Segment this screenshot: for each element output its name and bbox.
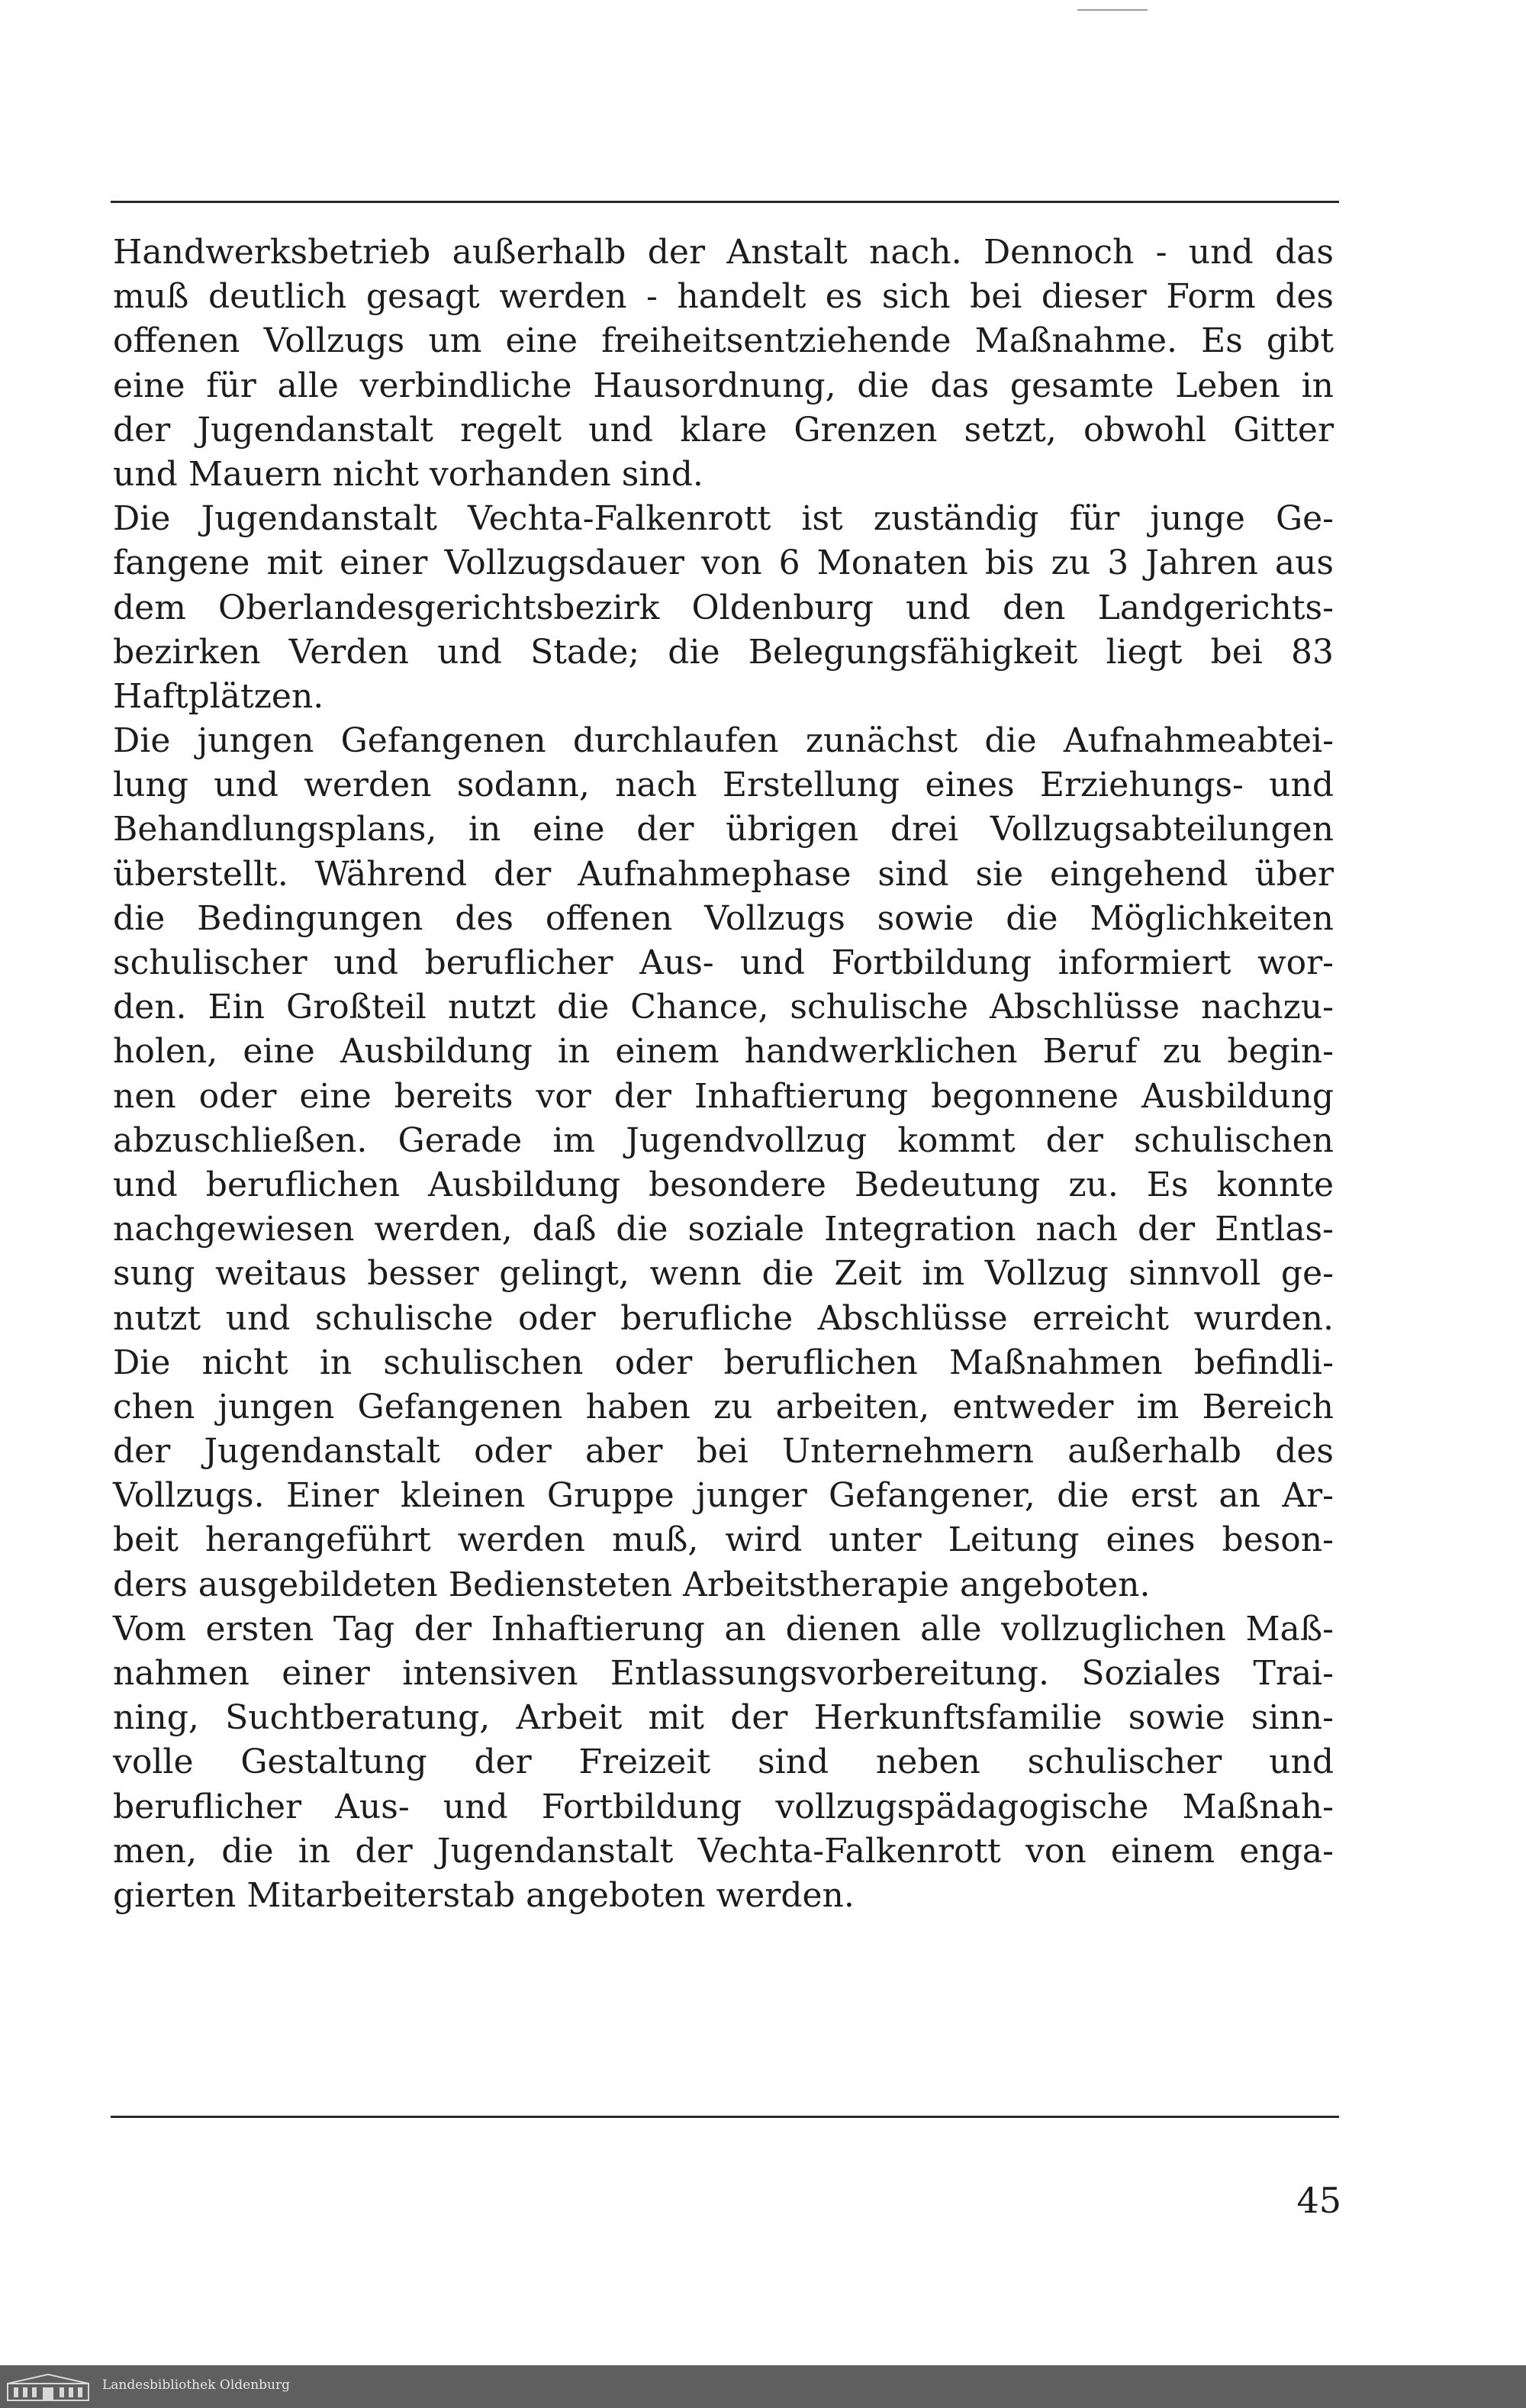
text-line: sung weitaus besser gelingt, wenn die Zeit im Vollzug sinnvoll ge- xyxy=(113,1254,1334,1294)
text-line: ning, Suchtberatung, Arbeit mit der Herkunftsfamilie sowie sinn- xyxy=(113,1698,1334,1738)
text-line: nachgewiesen werden, daß die soziale Integration nach der Entlas- xyxy=(113,1210,1334,1249)
text-line: der Jugendanstalt regelt und klare Grenzen setzt, obwohl Gitter xyxy=(113,410,1334,450)
text-line: Handwerksbetrieb außerhalb der Anstalt nach. Dennoch - und das xyxy=(113,233,1334,272)
body-text xyxy=(113,230,1334,1918)
footer-bar xyxy=(0,2365,1526,2408)
top-rule xyxy=(111,201,1339,203)
text-line: Die Jugendanstalt Vechta-Falkenrott ist zuständig für junge Ge- xyxy=(113,499,1334,539)
library-building-icon xyxy=(6,2373,90,2402)
text-line: die Bedingungen des offenen Vollzugs sowie die Möglichkeiten xyxy=(113,898,1334,938)
bottom-rule xyxy=(111,2116,1339,2118)
text-line: nahmen einer intensiven Entlassungsvorbereitung. Soziales Trai- xyxy=(113,1654,1334,1693)
text-line: nen oder eine bereits vor der Inhaftierung begonnene Ausbildung xyxy=(113,1076,1334,1116)
text-line: lung und werden sodann, nach Erstellung eines Erziehungs- und xyxy=(113,766,1334,805)
text-line: Die jungen Gefangenen durchlaufen zunächst die Aufnahmeabtei- xyxy=(113,721,1334,761)
text-line: und beruflichen Ausbildung besondere Bedeutung zu. Es konnte xyxy=(113,1165,1334,1204)
text-line: schulischer und beruflicher Aus- und Fortbildung informiert wor- xyxy=(113,943,1334,982)
text-line: men, die in der Jugendanstalt Vechta-Falkenrott von einem enga- xyxy=(113,1831,1334,1871)
scan-edge-mark xyxy=(1077,9,1148,11)
text-line: muß deutlich gesagt werden - handelt es sich bei dieser Form des xyxy=(113,277,1334,317)
text-line: beit herangeführt werden muß, wird unter Leitung eines beson- xyxy=(113,1520,1334,1560)
text-line: beruflicher Aus- und Fortbildung vollzugspädagogische Maßnah- xyxy=(113,1787,1334,1826)
text-line: und Mauern nicht vorhanden sind. xyxy=(113,454,703,494)
text-line: Behandlungsplans, in eine der übrigen drei Vollzugsabteilungen xyxy=(113,810,1334,849)
text-line: bezirken Verden und Stade; die Belegungsfähigkeit liegt bei 83 xyxy=(113,632,1334,672)
page-number: 45 xyxy=(1296,2180,1341,2221)
text-line: gierten Mitarbeiterstab angeboten werden. xyxy=(113,1875,855,1915)
text-line: fangene mit einer Vollzugsdauer von 6 Monaten bis zu 3 Jahren aus xyxy=(113,543,1334,583)
text-line: volle Gestaltung der Freizeit sind neben schulischer und xyxy=(113,1742,1334,1782)
text-line: überstellt. Während der Aufnahmephase sind sie eingehend über xyxy=(113,854,1334,894)
library-label: Landesbibliothek Oldenburg xyxy=(102,2377,291,2393)
text-line: offenen Vollzugs um eine freiheitsentziehende Maßnahme. Es gibt xyxy=(113,321,1334,361)
text-line: dem Oberlandesgerichtsbezirk Oldenburg und den Landgerichts- xyxy=(113,588,1334,627)
text-line: Vom ersten Tag der Inhaftierung an dienen alle vollzuglichen Maß- xyxy=(113,1609,1334,1649)
text-line: nutzt und schulische oder berufliche Abschlüsse erreicht wurden. xyxy=(113,1298,1334,1338)
text-line: eine für alle verbindliche Hausordnung, die das gesamte Leben in xyxy=(113,366,1334,405)
text-line: holen, eine Ausbildung in einem handwerklichen Beruf zu begin- xyxy=(113,1032,1334,1072)
text-line: den. Ein Großteil nutzt die Chance, schulische Abschlüsse nachzu- xyxy=(113,988,1334,1027)
text-line: chen jungen Gefangenen haben zu arbeiten, entweder im Bereich xyxy=(113,1387,1334,1426)
text-line: abzuschließen. Gerade im Jugendvollzug kommt der schulischen xyxy=(113,1120,1334,1160)
text-line: Vollzugs. Einer kleinen Gruppe junger Gefangener, die erst an Ar- xyxy=(113,1476,1334,1516)
text-line: ders ausgebildeten Bediensteten Arbeitstherapie angeboten. xyxy=(113,1565,1151,1604)
text-line: Haftplätzen. xyxy=(113,676,324,716)
text-line: der Jugendanstalt oder aber bei Unternehmern außerhalb des xyxy=(113,1432,1334,1472)
text-line: Die nicht in schulischen oder beruflichen Maßnahmen befindli- xyxy=(113,1343,1334,1382)
